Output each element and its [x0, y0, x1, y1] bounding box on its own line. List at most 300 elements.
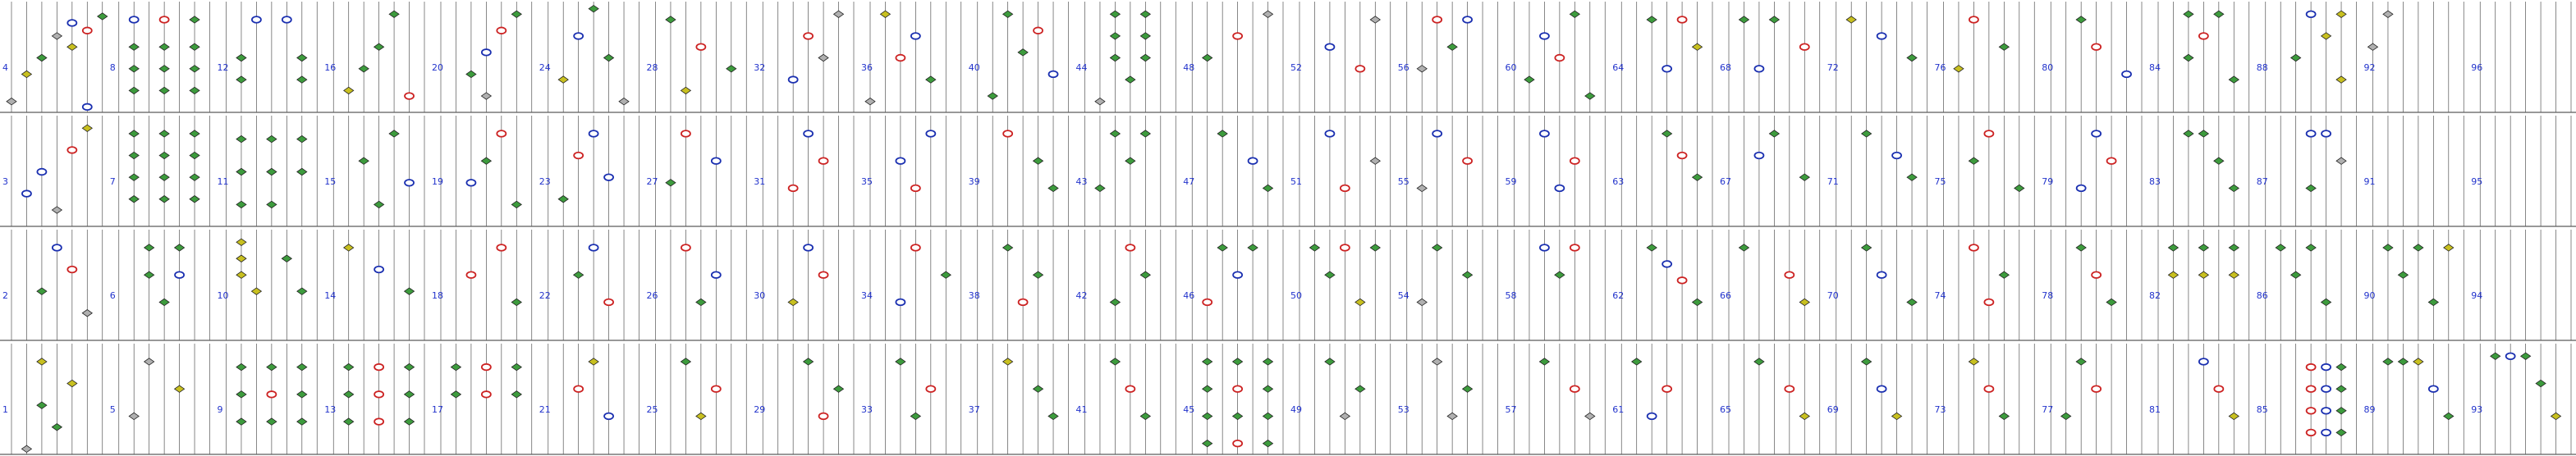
note-marker-green [267, 135, 277, 142]
note-marker-red [819, 157, 828, 164]
note-marker-green [297, 135, 307, 142]
measure-number: 25 [646, 404, 658, 416]
note-marker-green [52, 424, 62, 431]
note-marker-blue [926, 130, 935, 137]
note-marker-yellow [236, 255, 246, 262]
measure-number: 80 [2042, 62, 2054, 74]
note-marker-blue [1233, 271, 1242, 278]
note-marker-green [159, 152, 169, 158]
note-marker-green [129, 130, 139, 137]
measure-number: 13 [324, 404, 337, 416]
note-marker-yellow [2551, 413, 2561, 419]
note-marker-red [2307, 385, 2316, 392]
measure-number: 7 [109, 176, 116, 188]
measure-number: 43 [1075, 176, 1088, 188]
note-marker-green [297, 391, 307, 398]
note-marker-yellow [67, 380, 77, 386]
note-marker-blue [1662, 66, 1671, 72]
note-marker-red [1678, 277, 1687, 284]
note-marker-green [236, 54, 246, 61]
note-marker-green [190, 43, 199, 50]
note-marker-blue [2092, 130, 2101, 137]
note-marker-gray [1370, 157, 1380, 164]
note-marker-green [2336, 408, 2346, 414]
note-marker-blue [896, 157, 905, 164]
note-marker-green [159, 299, 169, 305]
note-marker-green [896, 358, 905, 365]
note-marker-green [2291, 271, 2301, 278]
note-marker-green [1110, 130, 1120, 137]
note-marker-green [1203, 413, 1212, 419]
note-marker-red [1203, 299, 1212, 306]
measure-number: 61 [1612, 404, 1625, 416]
note-marker-green [1647, 244, 1657, 251]
note-marker-gray [481, 93, 491, 99]
note-marker-gray [1095, 98, 1105, 105]
measure-number: 45 [1183, 404, 1195, 416]
measure-number: 55 [1397, 176, 1409, 188]
note-marker-blue [1432, 130, 1442, 137]
note-marker-red [1003, 130, 1012, 137]
note-marker-red [1678, 153, 1687, 159]
note-marker-yellow [1003, 358, 1013, 365]
note-marker-blue [2322, 430, 2331, 436]
measure-number: 41 [1075, 404, 1088, 416]
note-marker-green [1048, 185, 1058, 191]
note-marker-green [1203, 358, 1212, 365]
note-marker-red [2307, 364, 2316, 371]
measure-number: 53 [1397, 404, 1409, 416]
note-marker-blue [1325, 43, 1334, 50]
measure-number: 88 [2256, 62, 2268, 74]
measure-number: 40 [968, 62, 980, 74]
note-marker-green [1662, 130, 1672, 137]
note-marker-blue [804, 244, 813, 251]
note-marker-yellow [2336, 11, 2346, 17]
note-marker-green [1862, 244, 1872, 251]
note-marker-yellow [1969, 358, 1978, 365]
note-marker-red [681, 130, 690, 137]
note-marker-green [1110, 54, 1120, 61]
note-marker-red [2307, 408, 2316, 414]
note-marker-green [666, 16, 676, 23]
measure-number: 24 [539, 62, 551, 74]
note-marker-red [1355, 66, 1364, 72]
note-marker-blue [2322, 408, 2331, 414]
measure-number: 1 [2, 404, 8, 416]
note-marker-gray [1370, 16, 1380, 23]
measure-number: 51 [1290, 176, 1302, 188]
note-marker-green [129, 66, 139, 72]
note-marker-gray [1417, 66, 1427, 72]
measure-number: 49 [1290, 404, 1302, 416]
note-marker-blue [67, 20, 76, 26]
measure-number: 86 [2256, 290, 2268, 302]
note-marker-green [267, 418, 277, 425]
note-marker-blue [1877, 271, 1886, 278]
note-marker-red [1984, 130, 1993, 137]
note-marker-blue [130, 16, 139, 23]
note-marker-yellow [2413, 358, 2423, 365]
note-marker-yellow [1799, 413, 1809, 419]
note-marker-green [2398, 358, 2408, 365]
note-marker-red [2307, 430, 2316, 436]
note-marker-red [1341, 244, 1350, 251]
note-marker-green [405, 418, 415, 425]
note-marker-green [129, 87, 139, 93]
note-marker-red [926, 385, 935, 392]
note-marker-green [144, 244, 154, 251]
measure-number: 38 [968, 290, 980, 302]
note-marker-green [2383, 358, 2393, 365]
note-marker-green [297, 168, 307, 175]
note-marker-green [1754, 358, 1764, 365]
measure-number: 33 [861, 404, 873, 416]
note-marker-green [175, 244, 185, 251]
note-marker-green [2229, 76, 2239, 83]
measure-number: 95 [2471, 176, 2483, 188]
note-marker-blue [2506, 353, 2515, 360]
note-marker-green [1018, 49, 1028, 56]
note-marker-green [2336, 363, 2346, 370]
note-marker-yellow [67, 43, 77, 50]
note-marker-yellow [251, 288, 261, 294]
note-marker-gray [1263, 11, 1273, 17]
note-marker-green [1907, 299, 1917, 305]
measure-number: 64 [1612, 62, 1625, 74]
note-marker-green [374, 201, 384, 207]
note-marker-blue [1540, 244, 1549, 251]
note-marker-yellow [1799, 299, 1809, 305]
note-marker-green [1999, 271, 2009, 278]
note-marker-red [1984, 385, 1993, 392]
measure-number: 28 [646, 62, 658, 74]
note-marker-red [2199, 33, 2208, 39]
note-marker-green [1555, 271, 1565, 278]
note-marker-green [2214, 157, 2224, 164]
note-marker-green [1263, 385, 1273, 392]
note-marker-gray [818, 54, 828, 61]
measure-number: 63 [1612, 176, 1625, 188]
note-marker-blue [2322, 364, 2331, 371]
note-marker-red [374, 364, 383, 371]
note-marker-green [1263, 413, 1273, 419]
note-marker-gray [2368, 43, 2378, 50]
note-marker-green [267, 201, 277, 207]
note-marker-yellow [344, 244, 354, 251]
note-marker-green [511, 201, 521, 207]
note-marker-yellow [1954, 66, 1964, 72]
note-marker-green [297, 54, 307, 61]
note-marker-green [2521, 353, 2531, 359]
note-marker-green [589, 5, 598, 11]
note-marker-green [2076, 358, 2086, 365]
note-marker-gray [52, 33, 62, 39]
measure-number: 34 [861, 290, 873, 302]
note-marker-green [511, 299, 521, 305]
note-marker-green [2536, 380, 2546, 386]
note-marker-green [1799, 174, 1809, 180]
note-marker-red [1969, 244, 1978, 251]
note-marker-green [1140, 11, 1150, 17]
measure-number: 16 [324, 62, 337, 74]
measure-number: 58 [1505, 290, 1517, 302]
note-marker-green [236, 391, 246, 398]
note-marker-red [497, 244, 506, 251]
note-marker-red [1800, 43, 1809, 50]
note-marker-green [1263, 358, 1273, 365]
note-marker-green [666, 180, 676, 186]
note-marker-gray [2383, 11, 2393, 17]
note-marker-green [389, 11, 399, 17]
note-marker-red [1125, 244, 1134, 251]
note-marker-green [466, 71, 476, 77]
note-marker-blue [2307, 11, 2316, 17]
note-marker-green [451, 391, 461, 398]
note-marker-red [1233, 440, 1242, 447]
note-marker-yellow [1693, 43, 1703, 50]
measure-number: 56 [1397, 62, 1409, 74]
measure-number: 79 [2042, 176, 2054, 188]
measure-number: 54 [1397, 290, 1409, 302]
note-marker-green [1570, 11, 1579, 17]
note-marker-green [1263, 185, 1273, 191]
note-marker-green [2428, 299, 2438, 305]
note-marker-green [804, 358, 814, 365]
note-marker-gray [7, 98, 16, 105]
note-marker-green [344, 363, 354, 370]
note-marker-red [1969, 16, 1978, 23]
note-marker-green [297, 76, 307, 83]
note-marker-green [236, 76, 246, 83]
note-marker-gray [1432, 358, 1442, 365]
note-marker-green [511, 11, 521, 17]
note-marker-green [2214, 11, 2224, 17]
note-marker-green [2306, 244, 2316, 251]
note-marker-gray [52, 207, 62, 213]
note-marker-blue [83, 104, 92, 111]
note-marker-green [1355, 385, 1365, 392]
note-marker-green [1309, 244, 1319, 251]
measure-number: 27 [646, 176, 658, 188]
measure-number: 32 [754, 62, 766, 74]
measure-number: 12 [217, 62, 229, 74]
note-marker-green [2336, 385, 2346, 392]
note-marker-yellow [82, 125, 92, 131]
measure-number: 39 [968, 176, 980, 188]
note-marker-green [1003, 244, 1013, 251]
measure-number: 94 [2471, 290, 2483, 302]
note-marker-green [1140, 413, 1150, 419]
note-marker-green [1325, 358, 1335, 365]
note-marker-red [67, 267, 76, 273]
note-marker-green [267, 168, 277, 175]
note-marker-gray [865, 98, 875, 105]
measure-number: 31 [754, 176, 766, 188]
note-marker-green [159, 196, 169, 203]
note-marker-green [159, 174, 169, 180]
measure-number: 76 [1934, 62, 1946, 74]
measure-number: 71 [1827, 176, 1839, 188]
note-marker-red [804, 33, 813, 39]
measure-number: 60 [1505, 62, 1517, 74]
measure-number: 52 [1290, 62, 1302, 74]
note-marker-red [1233, 33, 1242, 39]
note-marker-yellow [175, 385, 185, 392]
note-marker-green [2398, 271, 2408, 278]
note-marker-blue [466, 180, 475, 186]
note-marker-red [896, 55, 905, 62]
measure-number: 78 [2042, 290, 2054, 302]
note-marker-green [1034, 157, 1043, 164]
note-marker-green [1862, 358, 1872, 365]
note-marker-blue [589, 130, 598, 137]
note-marker-blue [1662, 261, 1671, 267]
note-marker-green [2229, 185, 2239, 191]
note-marker-green [129, 196, 139, 203]
note-marker-green [159, 87, 169, 93]
note-marker-gray [144, 358, 154, 365]
measure-number: 47 [1183, 176, 1195, 188]
note-marker-green [1203, 54, 1212, 61]
note-marker-yellow [344, 87, 354, 93]
note-marker-green [190, 87, 199, 93]
note-marker-red [1570, 385, 1579, 392]
note-marker-red [405, 93, 414, 99]
note-marker-gray [619, 98, 629, 105]
note-marker-blue [22, 190, 31, 197]
note-marker-red [604, 299, 613, 306]
note-marker-green [1233, 358, 1243, 365]
note-marker-red [681, 244, 690, 251]
note-marker-blue [1877, 385, 1886, 392]
note-marker-green [1370, 244, 1380, 251]
note-marker-blue [175, 271, 184, 278]
measure-number: 15 [324, 176, 337, 188]
measure-number: 18 [432, 290, 443, 302]
note-marker-red [2107, 157, 2116, 164]
note-marker-blue [405, 180, 414, 186]
note-marker-green [190, 152, 199, 158]
note-marker-blue [1892, 153, 1901, 159]
note-marker-green [1769, 16, 1779, 23]
note-marker-green [2015, 185, 2024, 191]
measure-number: 82 [2149, 290, 2161, 302]
note-marker-green [1203, 440, 1212, 447]
note-marker-red [1341, 185, 1350, 192]
measure-number: 37 [968, 404, 980, 416]
note-marker-red [1570, 157, 1579, 164]
note-marker-green [2168, 244, 2178, 251]
note-marker-green [1140, 271, 1150, 278]
note-marker-red [497, 27, 506, 34]
note-marker-green [2076, 244, 2086, 251]
measure-number: 35 [861, 176, 873, 188]
note-marker-green [1034, 271, 1043, 278]
measure-number: 3 [2, 176, 8, 188]
note-marker-red [374, 418, 383, 425]
note-marker-green [1647, 16, 1657, 23]
note-marker-gray [1417, 299, 1427, 305]
measure-number: 2 [2, 290, 8, 302]
note-marker-green [1140, 54, 1150, 61]
note-marker-green [1003, 11, 1013, 17]
note-marker-green [389, 130, 399, 137]
note-marker-red [2092, 271, 2101, 278]
note-marker-red [1125, 385, 1134, 392]
measure-number: 90 [2363, 290, 2376, 302]
note-marker-green [159, 66, 169, 72]
note-marker-green [190, 130, 199, 137]
note-marker-green [236, 201, 246, 207]
measure-number: 87 [2256, 176, 2268, 188]
measure-number: 89 [2363, 404, 2376, 416]
note-marker-green [1217, 244, 1227, 251]
measure-number: 8 [109, 62, 116, 74]
note-marker-green [2491, 353, 2500, 359]
measure-number: 83 [2149, 176, 2161, 188]
note-marker-green [1048, 413, 1058, 419]
note-marker-blue [374, 267, 383, 273]
note-marker-gray [1585, 413, 1595, 419]
note-marker-blue [1249, 157, 1258, 164]
measure-number: 91 [2363, 176, 2376, 188]
note-marker-green [359, 66, 369, 72]
note-marker-green [941, 271, 951, 278]
note-marker-green [1140, 130, 1150, 137]
measure-number: 23 [539, 176, 551, 188]
measure-number: 65 [1720, 404, 1731, 416]
note-marker-blue [1325, 130, 1334, 137]
measure-number: 48 [1183, 62, 1195, 74]
note-marker-green [190, 174, 199, 180]
note-marker-green [129, 152, 139, 158]
note-marker-green [297, 363, 307, 370]
note-marker-green [190, 66, 199, 72]
note-marker-blue [252, 16, 261, 23]
measure-number: 50 [1290, 290, 1302, 302]
note-marker-green [1585, 93, 1595, 99]
measure-number: 11 [217, 176, 229, 188]
note-marker-green [834, 385, 844, 392]
note-marker-green [2198, 130, 2208, 137]
note-marker-green [190, 16, 199, 23]
measure-number: 77 [2042, 404, 2054, 416]
note-marker-gray [82, 310, 92, 317]
note-marker-blue [574, 33, 583, 39]
note-marker-yellow [2444, 244, 2454, 251]
note-marker-gray [834, 11, 844, 17]
note-marker-green [297, 418, 307, 425]
note-marker-red [1463, 157, 1472, 164]
note-marker-blue [1754, 66, 1763, 72]
note-marker-green [405, 363, 415, 370]
note-marker-green [1463, 271, 1473, 278]
note-marker-red [712, 385, 721, 392]
note-marker-blue [282, 16, 291, 23]
note-marker-red [574, 153, 583, 159]
note-marker-green [2383, 244, 2393, 251]
measure-grid [0, 2, 2576, 454]
note-marker-green [359, 157, 369, 164]
note-marker-green [405, 288, 415, 294]
note-marker-red [1785, 271, 1794, 278]
note-marker-green [2184, 11, 2193, 17]
note-marker-blue [2307, 130, 2316, 137]
note-marker-green [481, 157, 491, 164]
measure-number: 19 [432, 176, 443, 188]
note-marker-red [696, 43, 705, 50]
